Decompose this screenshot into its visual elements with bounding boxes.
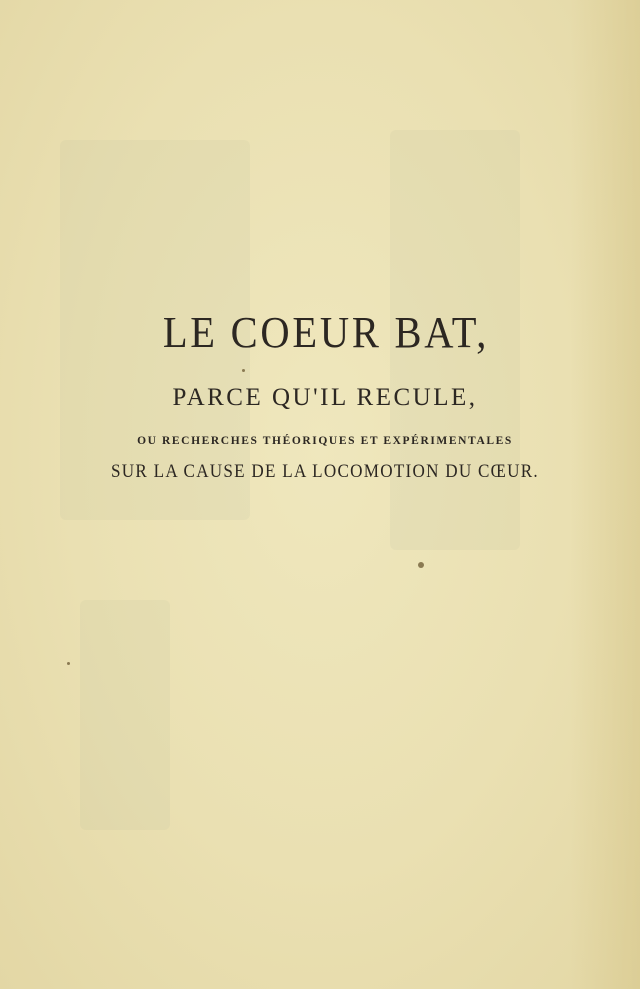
book-subtitle: PARCE QU'IL RECULE,	[172, 384, 478, 411]
ink-speck	[418, 562, 424, 568]
bleed-through-illustration-lower	[80, 600, 170, 830]
page-edge-shadow	[570, 0, 640, 989]
book-description-line-1: OU RECHERCHES THÉORIQUES ET EXPÉRIMENTALES	[137, 435, 513, 447]
book-title: LE COEUR BAT,	[162, 308, 490, 357]
title-block	[0, 308, 640, 483]
ink-speck	[67, 662, 70, 665]
book-description-line-2: SUR LA CAUSE DE LA LOCOMOTION DU CŒUR.	[111, 461, 539, 482]
